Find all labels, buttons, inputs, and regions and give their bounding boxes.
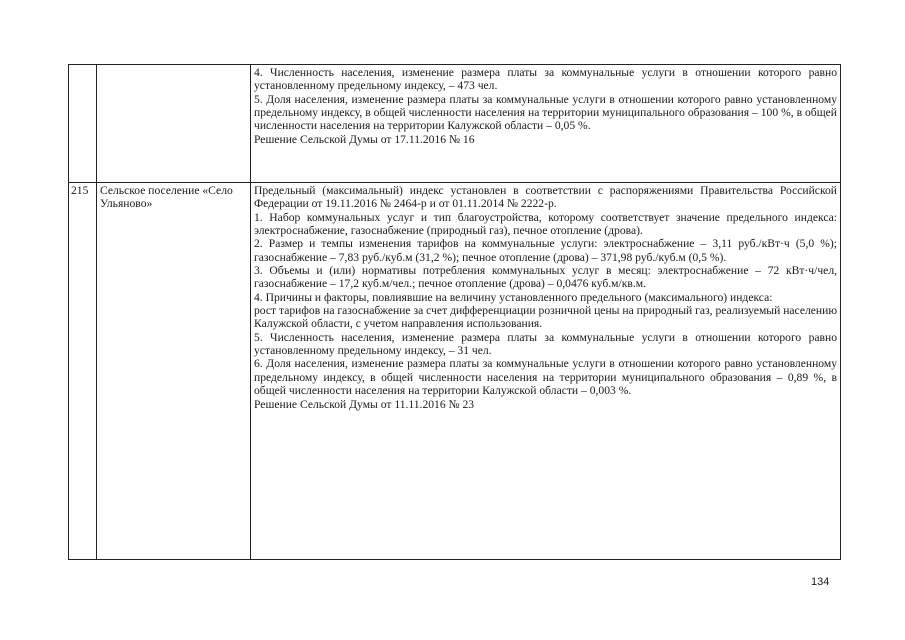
index-details-cell xyxy=(251,183,841,560)
paragraph: 5. Доля населения, изменение размера платы за коммунальные услуги в отношении которого равно установленному предельному индексу, в общей численности населения на территории муниципального образования – 100 %, в общей численности населения на территории Калужской области – 0,05 %. xyxy=(254,92,837,133)
settlement-name-cell xyxy=(97,65,251,183)
paragraph: 6. Доля населения, изменение размера платы за коммунальные услуги в отношении которого равно установленному предельному индексу, в общей численности населения на территории муниципального образования – 0,89 %, в общей численности населения на территории Калужской области – 0,003 %. xyxy=(254,357,837,398)
paragraph: 1. Набор коммунальных услуг и тип благоустройства, которому соответствует значение предельного индекса: электроснабжение, газоснабжение (природный газ), печное отопление (дрова). xyxy=(254,210,837,238)
page-number: 134 xyxy=(811,576,830,588)
paragraph: 2. Размер и темпы изменения тарифов на коммунальные услуги: электроснабжение – 3,11 руб./кВт·ч (5,0 %); газоснабжение – 7,83 руб./куб.м (31,2 %); печное отопление (дрова) – 371,98 руб./куб.м (0,5 %). xyxy=(254,237,837,264)
settlement-name-cell: Сельское поселение «Село Ульяново» xyxy=(97,183,251,560)
index-table xyxy=(68,64,841,560)
paragraph: Предельный (максимальный) индекс установлен в соответствии с распоряжениями Правительства Российской Федерации от 19.11.2016 № 2464-р и от 01.11.2014 № 2222-р. xyxy=(254,184,837,211)
paragraph: рост тарифов на газоснабжение за счет дифференциации розничной цены на природный газ, реализуемый населению Калужской области, с учетом направления использования. xyxy=(254,304,837,331)
row-number-cell: 215 xyxy=(69,183,97,560)
index-details-cell xyxy=(251,65,841,183)
table-row xyxy=(69,65,841,183)
row-number-cell xyxy=(69,65,97,183)
paragraph: 4. Численность населения, изменение размера платы за коммунальные услуги в отношении которого равно установленному предельному индексу, – 473 чел. xyxy=(254,66,837,93)
paragraph: 3. Объемы и (или) нормативы потребления коммунальных услуг в месяц: электроснабжение – 72 кВт·ч/чел, газоснабжение – 17,2 куб.м/чел.; печное отопление (дрова) – 0,0476 куб.м/кв.м. xyxy=(254,264,837,291)
paragraph: 4. Причины и факторы, повлиявшие на величину установленного предельного (максимального) индекса: xyxy=(254,290,773,304)
paragraph: 5. Численность населения, изменение размера платы за коммунальные услуги в отношении которого равно установленному предельному индексу, – 31 чел. xyxy=(254,330,837,358)
decision-reference: Решение Сельской Думы от 11.11.2016 № 23 xyxy=(254,397,475,411)
decision-reference: Решение Сельской Думы от 17.11.2016 № 16 xyxy=(254,132,475,146)
table-row xyxy=(69,183,841,560)
